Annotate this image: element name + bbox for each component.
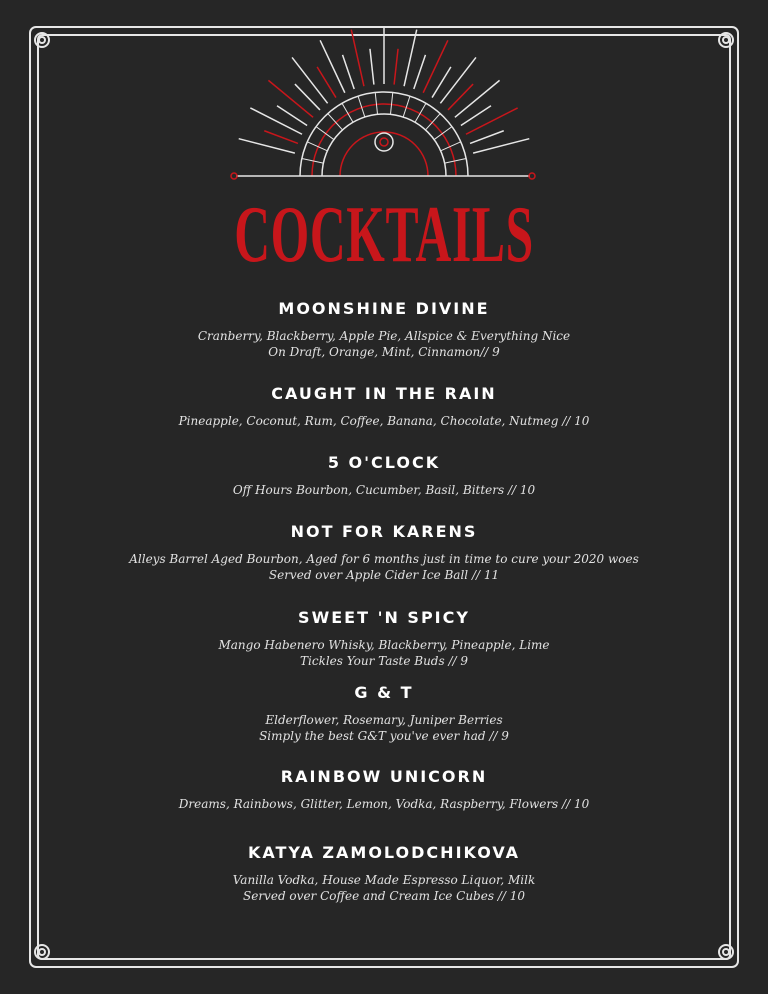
menu-item	[0, 299, 768, 360]
menu-item	[0, 522, 768, 583]
sunburst-ray	[440, 57, 476, 103]
fan-spoke	[342, 103, 353, 122]
sunburst-ray	[292, 57, 328, 103]
sunburst-ray	[423, 40, 448, 92]
sunburst-ray	[455, 80, 500, 117]
sunburst-ray	[320, 40, 345, 92]
sunburst-ray	[268, 80, 313, 117]
page-title: COCKTAILS	[234, 191, 534, 279]
item-description: Simply the best G&T you've ever had // 9	[259, 729, 509, 743]
item-description: Mango Habenero Whisky, Blackberry, Pineapple, Lime	[218, 638, 550, 652]
menu-item	[0, 384, 768, 429]
item-name: SWEET 'N SPICY	[298, 608, 470, 627]
item-description: Dreams, Rainbows, Glitter, Lemon, Vodka, Raspberry, Flowers // 10	[178, 797, 590, 811]
item-description: Vanilla Vodka, House Made Espresso Liquor, Milk	[232, 873, 536, 887]
item-name: RAINBOW UNICORN	[280, 767, 488, 786]
sunburst-ornament-icon	[0, 0, 768, 200]
sunburst-ray	[343, 55, 355, 89]
sunburst-ray	[394, 49, 398, 85]
item-description: Pineapple, Coconut, Rum, Coffee, Banana, Chocolate, Nutmeg // 10	[178, 414, 590, 428]
fan-spoke	[375, 92, 377, 114]
sunburst-ray	[370, 49, 374, 85]
fan-spoke	[316, 127, 334, 140]
item-description: Elderflower, Rosemary, Juniper Berries	[265, 713, 503, 727]
fan-spoke	[390, 92, 392, 114]
item-name: CAUGHT IN THE RAIN	[271, 384, 497, 403]
item-description: Served over Apple Cider Ice Ball // 11	[268, 568, 500, 582]
sunburst-ray	[466, 108, 518, 134]
sunburst-ray	[414, 55, 426, 89]
item-description: Alleys Barrel Aged Bourbon, Aged for 6 months just in time to cure your 2020 woes	[129, 552, 639, 566]
item-description: On Draft, Orange, Mint, Cinnamon// 9	[268, 345, 500, 359]
fan-spoke	[415, 103, 426, 122]
fan-spoke	[434, 127, 452, 140]
sunburst-ray	[404, 30, 417, 87]
item-name: KATYA ZAMOLODCHIKOVA	[247, 843, 521, 862]
menu-item	[0, 843, 768, 904]
item-description: Tickles Your Taste Buds // 9	[300, 654, 468, 668]
item-description: Served over Coffee and Cream Ice Cubes // 10	[243, 889, 525, 903]
menu-item	[0, 683, 768, 744]
sunburst-ray	[250, 108, 302, 134]
menu-item	[0, 767, 768, 812]
sunburst-ray	[264, 131, 298, 144]
item-name: NOT FOR KARENS	[290, 522, 478, 541]
sunburst-ray	[239, 139, 295, 153]
item-name: MOONSHINE DIVINE	[278, 299, 490, 318]
item-description: Off Hours Bourbon, Cucumber, Basil, Bitters // 10	[232, 483, 536, 497]
sunburst-ray	[473, 139, 529, 153]
item-name: G & T	[354, 683, 414, 702]
menu-item	[0, 453, 768, 498]
sunburst-ray	[470, 131, 504, 144]
item-description: Cranberry, Blackberry, Apple Pie, Allspice & Everything Nice	[197, 329, 571, 343]
menu-item	[0, 608, 768, 669]
item-name: 5 O'CLOCK	[327, 453, 441, 472]
sunburst-ray	[351, 30, 364, 87]
